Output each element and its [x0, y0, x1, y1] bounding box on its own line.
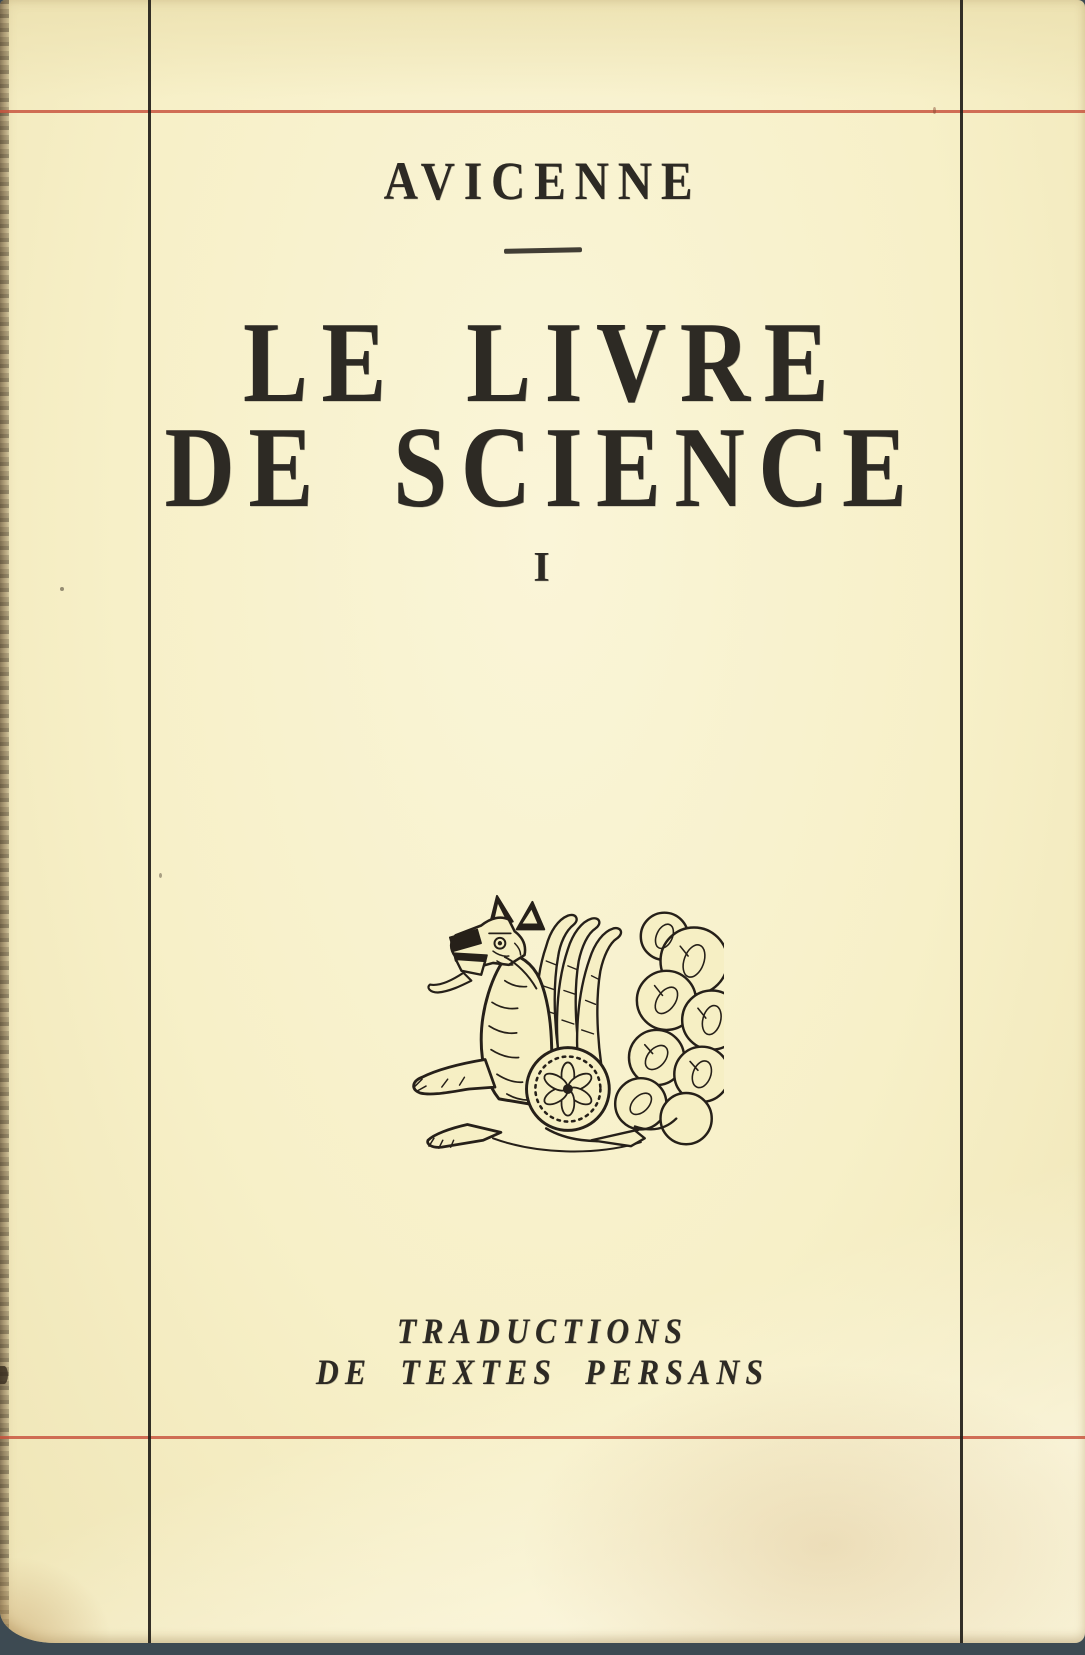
title-line-1: LE LIVRE: [242, 299, 843, 427]
series-line-1: TRADUCTIONS: [396, 1311, 689, 1351]
series-line-2: DE TEXTES PERSANS: [315, 1352, 770, 1392]
divider-rule: [503, 247, 581, 253]
cover-content: [20, 0, 1065, 1643]
worn-corner-stain: [0, 1558, 110, 1643]
title-line-2: DE SCIENCE: [164, 404, 921, 532]
paper-speck: [159, 873, 162, 878]
volume-numeral: I: [533, 545, 552, 591]
paper-speck: [933, 107, 936, 114]
author-name: AVICENNE: [383, 151, 702, 211]
edge-ink-mark: [0, 1366, 8, 1384]
winged-lion-emblem-icon: [398, 892, 724, 1158]
author-rule-wrap: [20, 239, 1065, 257]
paper-speck: [60, 587, 64, 591]
torn-spine-edge: [0, 0, 9, 1643]
